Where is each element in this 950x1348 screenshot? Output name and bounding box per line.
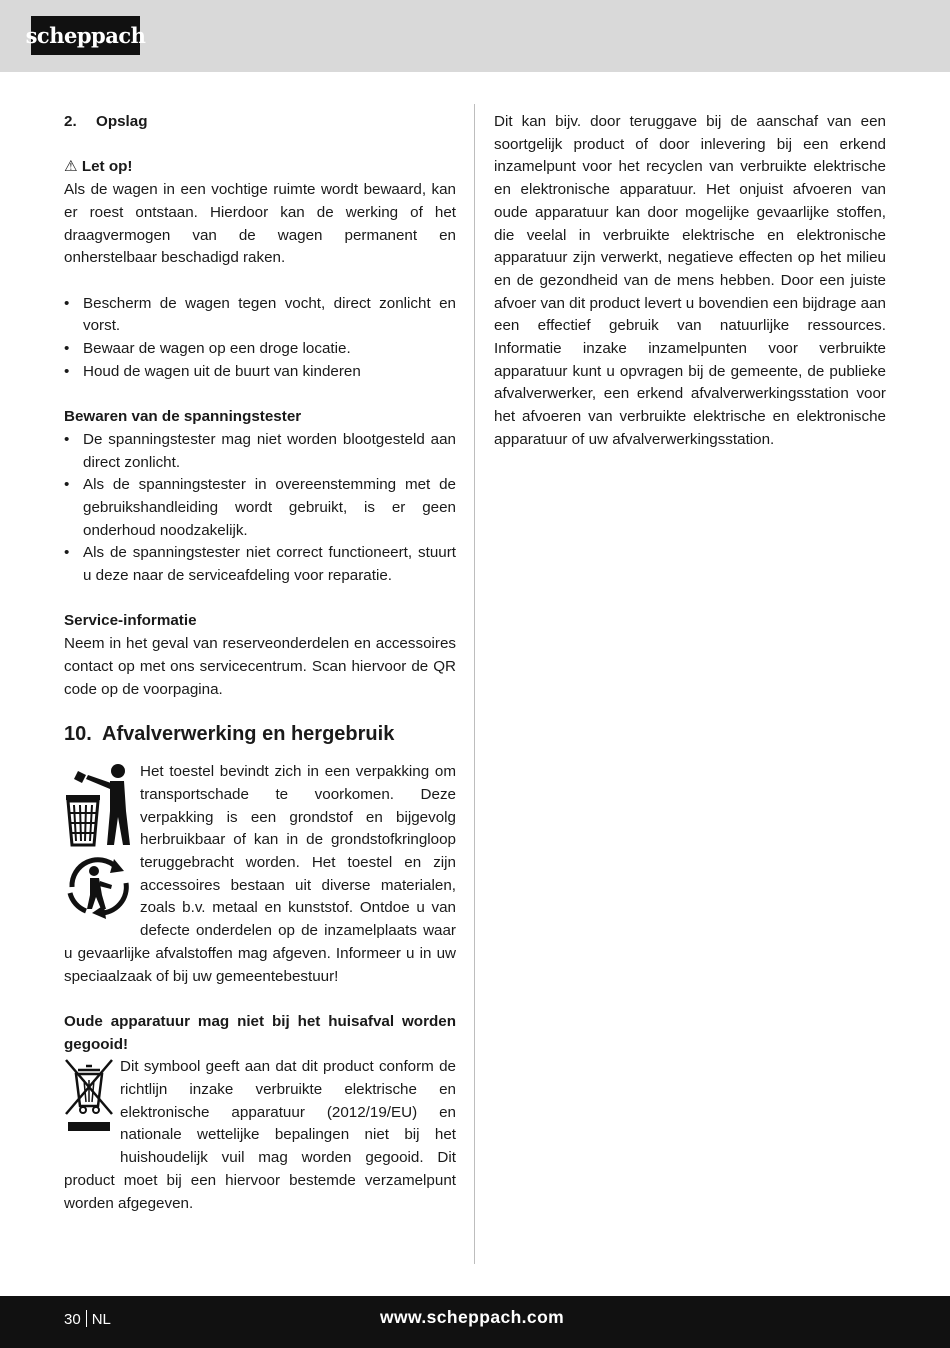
storage-heading	[64, 111, 456, 134]
column-divider	[474, 104, 475, 1264]
weee-block	[64, 1056, 456, 1215]
website-link[interactable]: www.scheppach.com	[380, 1307, 565, 1327]
section-10-title: Afvalverwerking en hergebruik	[102, 723, 395, 746]
disposal-icons	[64, 761, 140, 921]
scheppach-logo: scheppach	[31, 16, 140, 55]
storage-heading-number: 2.	[64, 113, 77, 130]
right-column-text: Dit kan bijv. door teruggave bij de aanschaf van een soortgelijk product of door inlevering bij een erkend inzamelpunt voor het recyclen van verbruikte elektrische en elektronische apparatuur. Het onjuist afvoeren van oude apparatuur kan door mogelijke gevaarlijke stoffen, die veelal in verbruikte elektrische en elektronische apparatuur zijn verwerkt, negatieve effecten op het milieu en de gezondheid van de mens hebben. Door een juiste afvoer van dit product levert u bovendien een bijdrage aan een effectief gebruik van natuurlijke ressources. Informatie inzake inzamelpunten voor verbruikte apparatuur kunt u opvragen bij de gemeente, de publieke afvalverwerker, een erkend afvalverwerkingsstation voor het afvoeren van verbruikte elektrische en elektronische apparatuur of uw afvalverwerkingsstation.	[494, 113, 886, 448]
page-footer	[0, 1296, 950, 1348]
caution-text: Als de wagen in een vochtige ruimte wordt bewaard, kan er roest ontstaan. Hierdoor kan de werking of het draagvermogen van de wagen permanent en onherstelbaar beschadigd raken.	[64, 181, 456, 267]
storage-heading-title: Opslag	[96, 113, 148, 130]
trash-disposal-icon	[64, 761, 134, 847]
service-text: Neem in het geval van reserveonderdelen en accessoires contact op met ons servicecentrum. Scan hiervoor de QR code op de voorpagina.	[64, 635, 456, 698]
list-item: • Bescherm de wagen tegen vocht, direct zonlicht en vorst.	[64, 293, 456, 338]
language-code: NL	[91, 1311, 111, 1328]
recycling-icon	[64, 853, 134, 919]
weee-crossed-bin-icon	[64, 1056, 114, 1138]
left-column	[64, 111, 456, 1215]
caution-label: ⚠ Let op!	[64, 158, 133, 176]
disposal-block	[64, 761, 456, 988]
list-item: • Als de spanningstester in overeenstemming met de gebruikshandleiding wordt gebruikt, is er geen onderhoud noodzakelijk.	[64, 474, 456, 542]
tester-bullet-list	[64, 429, 456, 588]
page-number: 30	[64, 1311, 81, 1328]
weee-symbol	[64, 1056, 120, 1148]
list-item: • Houd de wagen uit de buurt van kinderen	[64, 361, 456, 384]
list-item: • Als de spanningstester niet correct functioneert, stuurt u deze naar de serviceafdeling voor reparatie.	[64, 542, 456, 587]
weee-text: Dit symbool geeft aan dat dit product conform de richtlijn inzake verbruikte elektrische en elektronische apparatuur (2012/19/EU) en nationale wettelijke bepalingen niet bij het huishoudelijk vuil mag worden gegooid. Dit product moet bij een hiervoor bestemde verzamelpunt worden afgegeven.	[64, 1058, 456, 1212]
section-10-heading	[64, 721, 456, 747]
page-header	[0, 0, 950, 72]
service-heading: Service-informatie	[64, 612, 197, 630]
list-item: • Bewaar de wagen op een droge locatie.	[64, 338, 456, 361]
storage-bullet-list	[64, 293, 456, 384]
weee-heading: Oude apparatuur mag niet bij het huisafval worden gegooid!	[64, 1012, 456, 1053]
section-10-number: 10.	[64, 723, 92, 746]
tester-heading: Bewaren van de spanningstester	[64, 408, 302, 426]
list-item: • De spanningstester mag niet worden blootgesteld aan direct zonlicht.	[64, 429, 456, 474]
right-column	[494, 111, 886, 452]
page-indicator	[64, 1310, 111, 1328]
disposal-text: Het toestel bevindt zich in een verpakking om transportschade te voorkomen. Deze verpakking is een grondstof en bijgevolg herbruikbaar of kan in de grondstofkringloop teruggebracht worden. Het toestel en zijn accessoires bestaan uit diverse materialen, zoals b.v. metaal en kunststof. Ontdoe u van defecte onderdelen op de inzamelplaats waar u gevaarlijke afvalstoffen mag afgeven. Informeer u in uw speciaalzaak of bij uw gemeentebestuur!	[64, 763, 456, 985]
